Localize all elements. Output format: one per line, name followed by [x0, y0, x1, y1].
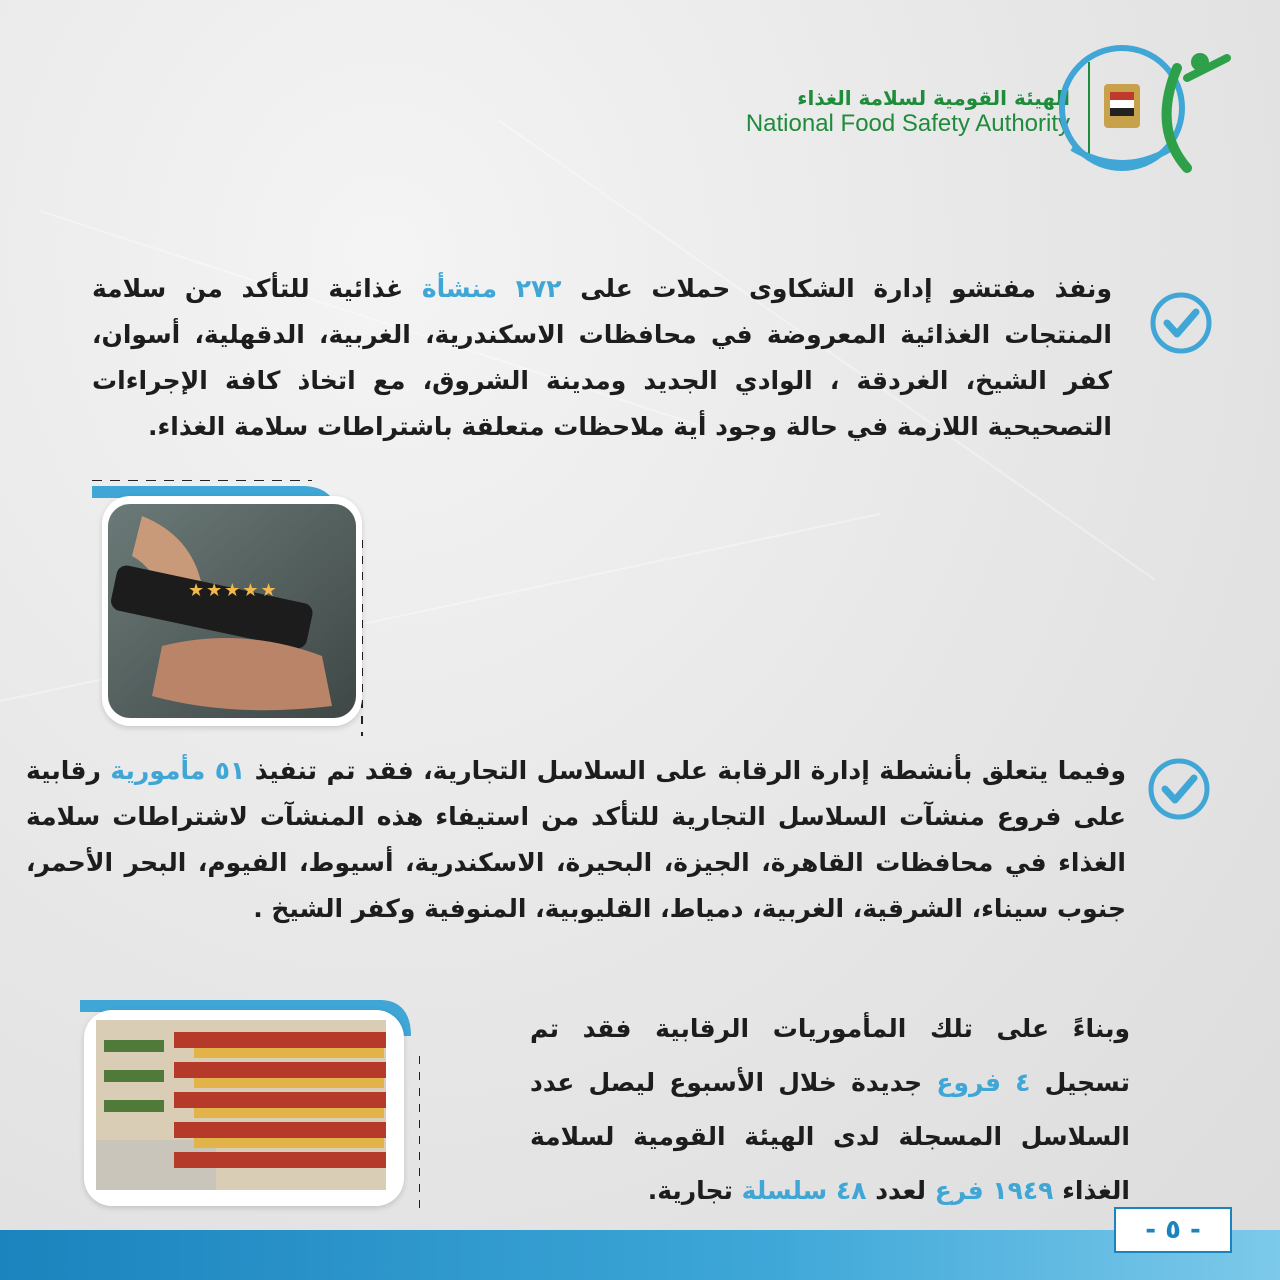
establishments-count-highlight: ٢٧٢ منشأة [421, 274, 562, 303]
supermarket-photo-frame [80, 996, 420, 1210]
footer-bar [0, 1230, 1280, 1280]
total-branches-highlight: ١٩٤٩ فرع [934, 1176, 1054, 1205]
phone-rating-photo [102, 496, 362, 726]
text-segment: وبناءً على تلك المأموريات الرقابية فقد تم تسجيل [530, 1014, 1130, 1097]
check-icon [1146, 756, 1212, 822]
nfsa-logo [1012, 38, 1252, 178]
phone-rating-photo-frame [92, 480, 372, 736]
text-segment: وفيما يتعلق بأنشطة إدارة الرقابة على السلاسل التجارية، فقد تم تنفيذ [245, 756, 1126, 785]
text-segment: جديدة خلال الأسبوع ليصل عدد السلاسل المسجلة لدى الهيئة القومية لسلامة الغذاء [530, 1068, 1130, 1205]
inspection-campaigns-paragraph [92, 266, 1112, 450]
supermarket-photo [84, 1010, 404, 1206]
text-segment: رقابية على فروع منشآت السلاسل التجارية للتأكد من استيفاء هذه المنشآت لاشتراطات سلامة الغذاء في محافظات القاهرة، الجيزة، البحيرة، الاسكندرية، أسيوط، الفيوم، البحر الأحمر، جنوب سيناء، الشرقية، الغربية، دمياط، القليوبية، المنوفية وكفر الشيخ . [26, 756, 1126, 923]
new-branches-highlight: ٤ فروع [936, 1068, 1031, 1097]
chains-count-highlight: ٤٨ سلسلة [741, 1176, 867, 1205]
text-segment: غذائية للتأكد من سلامة المنتجات الغذائية المعروضة في محافظات الاسكندرية، الغربية، الدقهلية، أسوان، كفر الشيخ، الغردقة ، الوادي الجديد ومدينة الشروق، مع اتخاذ كافة الإجراءات التصحيحية اللازمة في حالة وجود أية ملاحظات متعلقة باشتراطات سلامة الغذاء. [92, 274, 1112, 441]
brand-name-arabic: الهيئة القومية لسلامة الغذاء [797, 86, 1070, 110]
rating-stars: ★★★★★ [188, 580, 279, 601]
text-segment: لعدد [866, 1176, 935, 1205]
brand-name-english: National Food Safety Authority [745, 110, 1070, 137]
supervision-missions-paragraph [26, 748, 1126, 932]
text-segment: ونفذ مفتشو إدارة الشكاوى حملات على [561, 274, 1112, 303]
registered-branches-paragraph [530, 1002, 1130, 1218]
page-number: - ٥ - [1114, 1207, 1232, 1253]
text-segment: تجارية. [647, 1176, 742, 1205]
missions-count-highlight: ٥١ مأمورية [110, 756, 246, 785]
check-icon [1148, 290, 1214, 356]
